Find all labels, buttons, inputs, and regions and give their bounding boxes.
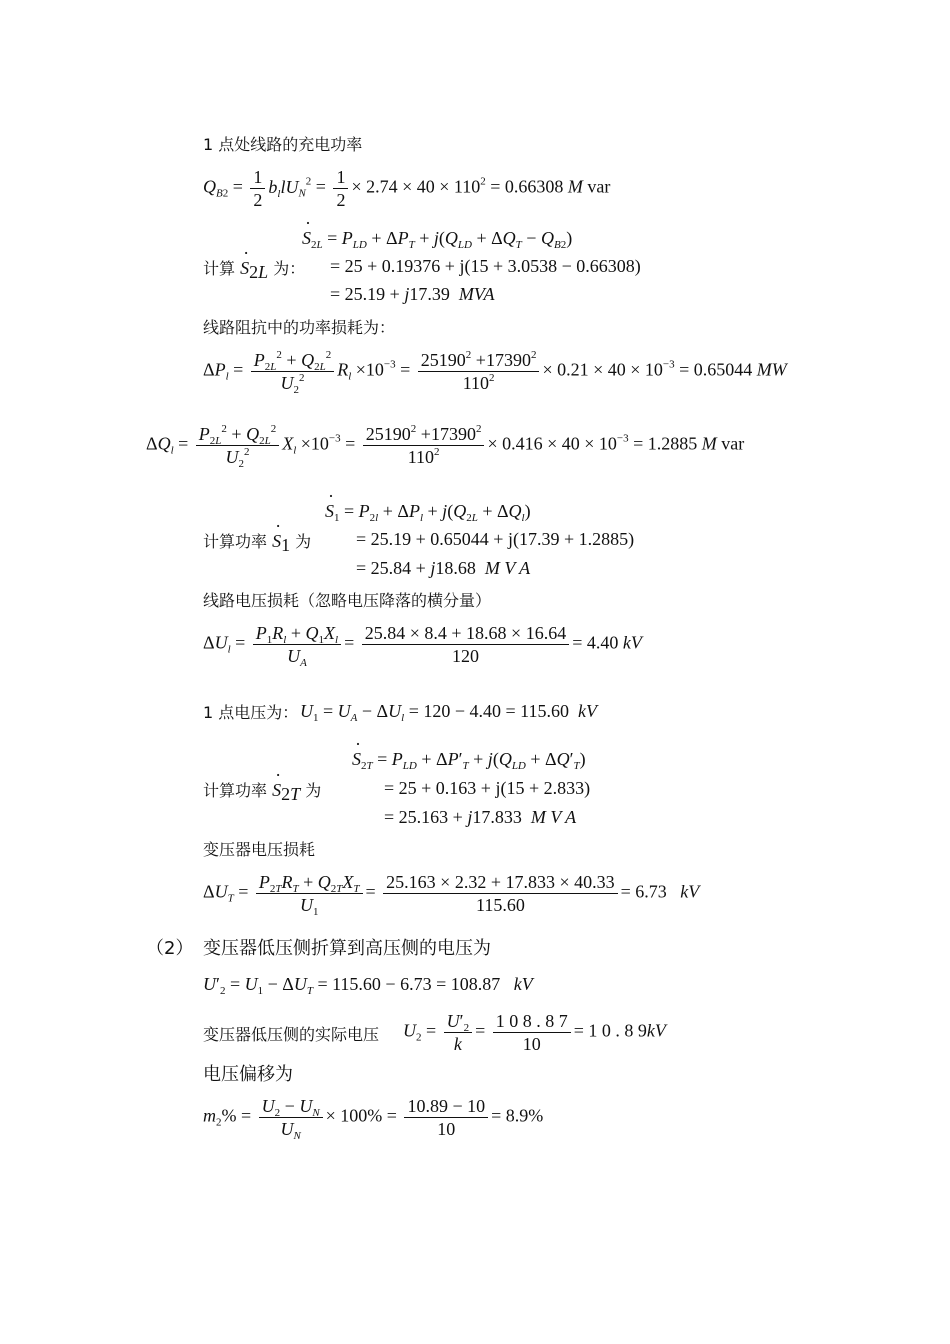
formula-s2t-substitution: = 25 + 0.163 + j(15 + 2.833)	[384, 778, 591, 798]
formula-s2t-result: = 25.163 + j17.833 M V A	[384, 807, 577, 827]
formula-s1-definition: · $S_1 = P_{2l} + \Delta P_l + j(Q_{2L} + \Delta Q_l)$	[325, 502, 531, 520]
text-line-compute-s1: 计算功率 · $S_1$ 为	[203, 532, 311, 550]
formula-s1-substitution: = 25.19 + 0.65044 + j(17.39 + 1.2885)	[356, 529, 635, 549]
formula-charging-power: $Q_{B2}$ = $\frac{1}{2}$ $b_llU_N^2$ = $\frac{1}{2}$ × $2.74 \times 40 \times 110^2 = 0.66308$ M var	[203, 167, 611, 210]
text-line-voltage-deviation: 电压偏移为	[203, 1064, 293, 1085]
text-line-actual-low-voltage: 变压器低压侧的实际电压	[203, 1025, 380, 1044]
text-line-compute-s2l: 计算 · $S_{2L}$ 为：	[203, 259, 305, 277]
formula-s1-result: = 25.84 + j18.68 M V A	[356, 558, 531, 578]
formula-s2t-definition: · $S_{2T} = P_{LD} + \Delta P'_T + j(Q_{LD} + \Delta Q'_T)$	[352, 750, 586, 768]
formula-u1: $U_1 = U_A - \Delta U_l = 120 - 4.40 = 115.60$ kV	[300, 701, 597, 724]
text-line-compute-s2t: 计算功率 · $S_{2T}$ 为	[203, 781, 321, 799]
formula-u2-actual: $U_2$ = $\frac{U'_2}{k}$ = $\frac{1 0 8 . 8 7}{10}$ = 1 0 . 8 9kV	[403, 1011, 666, 1054]
formula-u2-prime: $U'_2 = U_1 - \Delta U_T = 115.60 - 6.73 = 108.87$ kV	[203, 974, 533, 997]
formula-delta-u-transformer: $\Delta U_T$ = $\frac{P_{2T}R_T + Q_{2T}X_T}{U_1}$ = $\frac{25.163 \times 2.32 + 17.833 \times 40.33}{115.60}$ = 6.73 kV	[203, 872, 700, 918]
text-line-referred-voltage: 变压器低压侧折算到高压侧的电压为	[203, 938, 491, 959]
section-number-2: （2）	[146, 938, 194, 959]
formula-delta-p-line: $\Delta P_l$ = $\frac{P_{2L}^2 + Q_{2L}^2}{U_2^2}$ $R_l \times 10^{-3}$ = $\frac{25190^2 +17390^2}{110^2}$ × $0.21 \times 40 \times 10^{-3} = 0.65044$ MW	[203, 349, 787, 396]
text-line-impedance-loss: 线路阻抗中的功率损耗为：	[203, 318, 396, 337]
formula-delta-q-line: $\Delta Q_l$ = $\frac{P_{2L}^2 + Q_{2L}^2}{U_2^2}$ $X_l \times 10^{-3}$ = $\frac{25190^2 +17390^2}{110^2}$ × $0.416 \times 40 \times 10^{-3} = 1.2885$ M var	[146, 423, 745, 470]
text-line-charging-power: 1 点处线路的充电功率	[203, 135, 363, 154]
formula-s2l-definition: · $S_{2L} = P_{LD} + \Delta P_T + j(Q_{LD} + \Delta Q_T - Q_{B2})$	[302, 229, 572, 247]
text-line-transformer-voltage-loss: 变压器电压损耗	[203, 840, 316, 859]
text-line-voltage-loss: 线路电压损耗（忽略电压降落的横分量）	[203, 591, 492, 610]
text-line-point1-voltage: 1 点电压为：	[203, 703, 299, 722]
formula-delta-u-line: $\Delta U_l$ = $\frac{P_1R_l + Q_1X_l}{U_A}$ = $\frac{25.84 \times 8.4 + 18.68 \times 16.64}{120}$ = 4.40 kV	[203, 623, 642, 669]
formula-s2l-substitution: = 25 + 0.19376 + j(15 + 3.0538 − 0.66308)	[330, 256, 641, 276]
formula-voltage-deviation: $m_2\%$ = $\frac{U_2 - U_N}{U_N}$ × 100% = $\frac{10.89 - 10}{10}$ = 8.9%	[203, 1096, 544, 1142]
formula-s2l-result: = 25.19 + j17.39 MVA	[330, 284, 495, 304]
